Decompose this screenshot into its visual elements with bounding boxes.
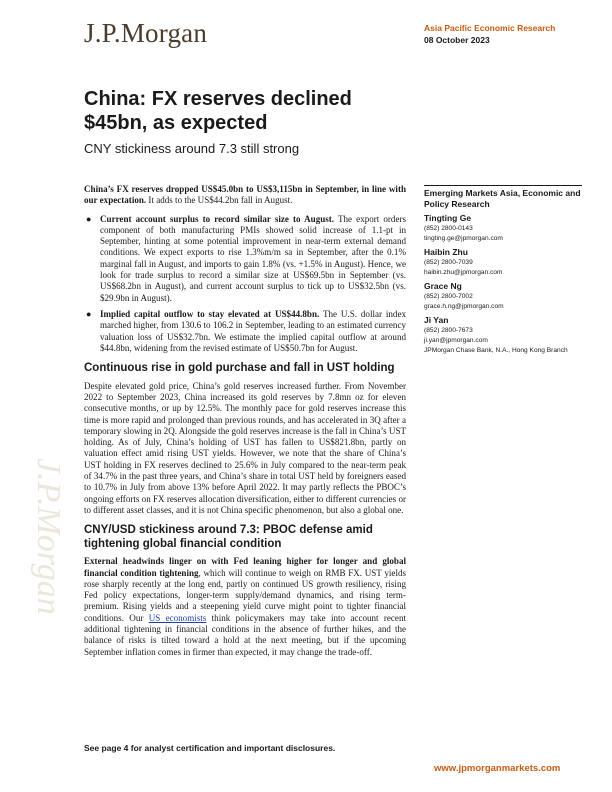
lead-rest: It adds to the US$44.2bn fall in August. <box>146 195 293 206</box>
section-cny-text-1: , which will continue to weigh on RMB FX. UST yields rose sharply recently at the long end, partly on continued US growth resiliency, rising Fed policy expectations, longer-term supply/demand dynamics, and rising term-premium. Rising yields and a steepening yield curve might point to tighter financial conditions. Our <box>84 567 406 623</box>
section-heading-gold: Continuous rise in gold purchase and fall in UST holding <box>84 362 395 375</box>
sidebar-divider <box>424 185 582 186</box>
jpmorgan-logo: J.P.Morgan <box>84 18 208 48</box>
main-column <box>84 184 406 665</box>
analyst-phone: (852) 2800-7039 <box>424 259 473 266</box>
report-date: 08 October 2023 <box>424 35 490 45</box>
bullet-text: The export orders component of both manufacturing PMIs showed solid increase of 1.1-pt in September, hinting at some potential improvement in near-term external demand conditions. We expect exports to rise 1.3%m/m sa in September, after the 0.1% marginal fall in August, and imports to gain 1.8% (vs. +1.5% in August). Hence, we look for trade surplus to record a similar size at US$69.5bn in September (vs. US$68.2bn in August), and current account surplus to tick up to US$32.5bn (vs. $29.9bn in August). <box>100 213 406 303</box>
section-cny-bold: External headwinds linger on with Fed leaning higher for longer and global financial condition tightening <box>84 556 406 578</box>
report-series: Asia Pacific Economic Research <box>424 23 556 33</box>
analyst-entry <box>424 213 582 244</box>
analyst-phone: (852) 2800-7673 <box>424 327 473 334</box>
key-points-list <box>84 214 406 355</box>
title-line-2: $45bn, as expected <box>84 112 268 134</box>
analyst-email[interactable]: ji.yan@jpmorgan.com <box>424 337 488 344</box>
bullet-text: The U.S. dollar index marched higher, from 130.6 to 106.2 in September, leading to an estimated currency valuation loss of US$32.7bn. We estimate the implied capital outflow at around $44.8bn, widening from the revised estimate of US$50.7bn for August. <box>100 308 406 353</box>
title-line-1: China: FX reserves declined <box>84 88 352 110</box>
team-name: Emerging Markets Asia, Economic and Policy Research <box>424 188 581 209</box>
analyst-name: Haibin Zhu <box>424 247 468 257</box>
analyst-phone: (852) 2800-0143 <box>424 225 473 232</box>
list-item <box>84 309 406 354</box>
section-body-cny <box>84 556 406 658</box>
us-economists-link[interactable]: US economists <box>148 612 207 623</box>
analyst-email[interactable]: tingting.ge@jpmorgan.com <box>424 235 503 242</box>
watermark-text: J.P.Morgan <box>30 458 67 615</box>
section-cny-text-2: think policymakers may take into account recent additional tightening in financial conditions in the absence of further hikes, and the balance of risks is tilted toward a hold at the next meeting, but if the upcoming September inflation comes in firmer than expected, it may change the trade-off. <box>84 612 406 657</box>
analyst-email[interactable]: haibin.zhu@jpmorgan.com <box>424 269 503 276</box>
lead-paragraph <box>84 184 406 207</box>
bullet-icon: ● <box>86 213 92 224</box>
analyst-entity: JPMorgan Chase Bank, N.A., Hong Kong Branch <box>424 347 568 354</box>
bullet-bold: Current account surplus to record similar size to August. <box>100 213 335 224</box>
report-header <box>424 22 555 46</box>
analyst-entry <box>424 247 582 278</box>
analyst-entry <box>424 315 582 356</box>
page-title <box>84 87 404 135</box>
lead-bold: China’s FX reserves dropped US$45.0bn to US$3,115bn in September, in line with our expectation. <box>84 184 406 206</box>
section-heading-cny: CNY/USD stickiness around 7.3: PBOC defense amid tightening global financial condition <box>84 524 373 550</box>
list-item <box>84 214 406 304</box>
disclosure-note: See page 4 for analyst certification and important disclosures. <box>84 743 336 753</box>
analyst-sidebar <box>424 185 582 359</box>
analyst-email[interactable]: grace.h.ng@jpmorgan.com <box>424 303 504 310</box>
bullet-icon: ● <box>86 308 92 319</box>
footer-url-link[interactable]: www.jpmorganmarkets.com <box>434 763 561 774</box>
page-subtitle: CNY stickiness around 7.3 still strong <box>84 141 300 156</box>
jpmorgan-watermark <box>8 450 88 680</box>
analyst-name: Grace Ng <box>424 281 462 291</box>
analyst-phone: (852) 2800-7002 <box>424 293 473 300</box>
analyst-name: Tingting Ge <box>424 213 472 223</box>
bullet-bold: Implied capital outflow to stay elevated at US$44.8bn. <box>100 308 320 319</box>
analyst-name: Ji Yan <box>424 315 449 325</box>
section-body-gold: Despite elevated gold price, China’s gold reserves increased further. From November 2022 to September 2023, China increased its gold reserves by 7.8mn oz for eleven consecutive months, or up by 12.5%. The monthly pace for gold reserves increase this time is more rapid and prolonged than previous rounds, and has accelerated in 3Q after a temporary slowing in 2Q. Alongside the gold reserves increase is the fall in China’s UST holding. As of July, China’s holding of UST has fallen to US$821.8bn, partly on valuation effect amid rising UST yields. However, we note that the share of China’s UST holding in FX reserves declined to 25.6% in July compared to the near-term peak of 34.7% in the past three years, and China’s share in total UST held by foreigners eased to 10.7% in July from above 13% before April 2022. It may partly reflects the PBOC’s ongoing efforts on FX reserves allocation diversification, either to different currencies or to different asset classes, and it is not China specific phenomenon, but also a global one. <box>84 380 406 515</box>
analyst-entry <box>424 281 582 312</box>
